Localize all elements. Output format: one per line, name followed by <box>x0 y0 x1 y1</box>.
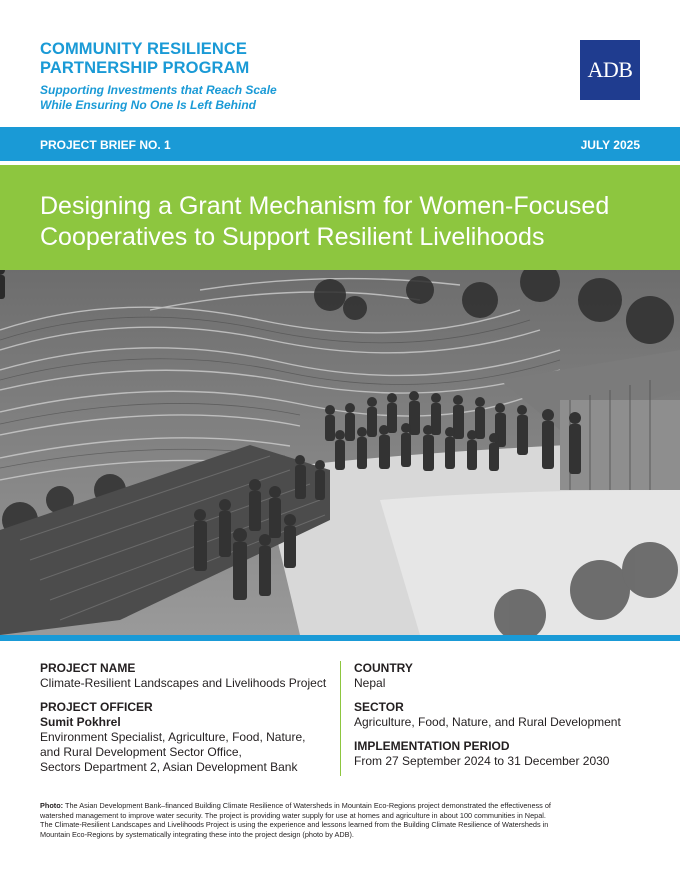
officer-title-line1: Environment Specialist, Agriculture, Food, Nature, <box>40 730 306 744</box>
title-line1: Designing a Grant Mechanism for Women-Focused <box>40 192 610 220</box>
cover-photo <box>0 270 680 635</box>
project-officer-name: Sumit Pokhrel <box>40 715 121 729</box>
caption-line4: Mountain Eco-Regions by systematically integrating these into the project design (photo by ADB). <box>40 829 354 839</box>
project-name-value: Climate-Resilient Landscapes and Livelihoods Project <box>40 676 327 690</box>
header <box>0 0 680 127</box>
caption-line3: The Climate-Resilient Landscapes and Livelihoods Project is using the experience and lessons learned from the Building Climate Resilience of Watersheds in <box>40 820 549 829</box>
tagline-line1: Supporting Investments that Reach Scale <box>40 83 277 97</box>
program-tagline <box>40 83 277 112</box>
brief-date: JULY 2025 <box>580 138 640 152</box>
title-band <box>0 165 680 270</box>
implementation-period-label: IMPLEMENTATION PERIOD <box>354 739 510 753</box>
officer-title-line3: Sectors Department 2, Asian Development Bank <box>40 760 298 774</box>
caption-line2: watershed management to improve water security. The project is providing water supply for use at homes and agriculture in about 100 communities in Nepal. <box>40 810 546 820</box>
info-right-column <box>354 661 644 778</box>
sector-label: SECTOR <box>354 700 404 714</box>
caption-label: Photo: <box>40 801 64 810</box>
info-divider <box>340 661 341 776</box>
country-value: Nepal <box>354 676 386 690</box>
title-line2: Cooperatives to Support Resilient Livelihoods <box>40 223 545 251</box>
country-block <box>354 661 644 691</box>
sector-block <box>354 700 644 730</box>
document-title <box>40 191 650 253</box>
country-label: COUNTRY <box>354 661 413 675</box>
cover-photo-illustration <box>0 270 680 635</box>
photo-bottom-bar <box>0 635 680 641</box>
implementation-period-value: From 27 September 2024 to 31 December 2030 <box>354 754 610 768</box>
implementation-period-block <box>354 739 644 769</box>
project-name-label: PROJECT NAME <box>40 661 136 675</box>
project-name-block <box>40 661 330 691</box>
caption-text-line1: The Asian Development Bank–financed Building Climate Resilience of Watersheds in Mountain Eco-Regions project demonstrated the effectiveness of <box>65 801 551 810</box>
tagline-line2: While Ensuring No One Is Left Behind <box>40 97 257 112</box>
photo-caption <box>40 801 640 839</box>
project-officer-label: PROJECT OFFICER <box>40 700 153 714</box>
program-title <box>40 40 249 78</box>
adb-logo-text: ADB <box>587 57 633 82</box>
adb-logo <box>580 40 640 100</box>
program-title-line1: COMMUNITY RESILIENCE <box>40 40 248 58</box>
brief-number: PROJECT BRIEF NO. 1 <box>40 138 171 152</box>
caption-line1 <box>40 801 640 811</box>
officer-title-line2: and Rural Development Sector Office, <box>40 745 242 759</box>
project-brief-bar <box>0 127 680 161</box>
project-officer-block <box>40 700 330 775</box>
sector-value: Agriculture, Food, Nature, and Rural Development <box>354 715 621 729</box>
program-title-line2: PARTNERSHIP PROGRAM <box>40 59 250 77</box>
info-left-column <box>40 661 330 784</box>
